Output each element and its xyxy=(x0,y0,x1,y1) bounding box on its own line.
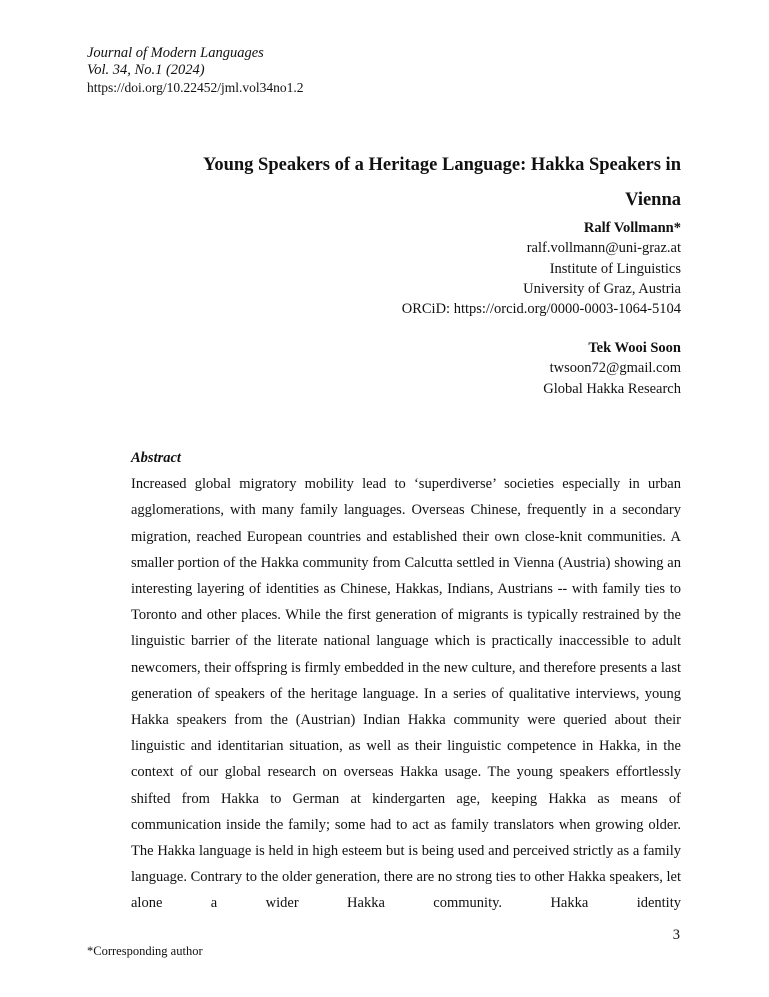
author-email[interactable]: ralf.vollmann@uni-graz.at xyxy=(526,240,681,257)
author-affiliation: Global Hakka Research xyxy=(543,380,681,397)
page-number: 3 xyxy=(672,927,680,943)
footnote: *Corresponding author xyxy=(87,944,203,958)
author-block-soon xyxy=(543,338,681,399)
author-institute: Institute of Linguistics xyxy=(549,260,681,277)
journal-volume: Vol. 34, No.1 (2024) xyxy=(87,62,205,78)
author-name: Ralf Vollmann* xyxy=(583,220,681,236)
abstract-section xyxy=(131,445,681,917)
abstract-heading: Abstract xyxy=(131,450,181,466)
author-name: Tek Wooi Soon xyxy=(588,340,681,356)
journal-doi[interactable]: https://doi.org/10.22452/jml.vol34no1.2 xyxy=(87,80,304,95)
paper-title-line2: Vienna xyxy=(625,190,681,210)
journal-header xyxy=(87,45,304,96)
author-email[interactable]: twsoon72@gmail.com xyxy=(549,360,681,377)
author-orcid[interactable]: ORCiD: https://orcid.org/0000-0003-1064-5104 xyxy=(401,301,681,318)
paper-title-line1: Young Speakers of a Heritage Language: Hakka Speakers in xyxy=(203,155,681,175)
author-block-vollmann xyxy=(402,218,681,319)
author-university: University of Graz, Austria xyxy=(523,280,681,297)
abstract-body: Increased global migratory mobility lead to ‘superdiverse’ societies especially in urban agglomerations, with many family languages. Overseas Chinese, frequently in a secondary migration, reached European countries and established their own close-knit communities. A smaller portion of the Hakka community from Calcutta settled in Vienna (Austria) showing an interesting layering of identities as Chinese, Hakkas, Indians, Austrians -- with family ties to Toronto and other places. While the first generation of migrants is typically restrained by the linguistic barrier of the literate national language which is practically inaccessible to adult newcomers, their offspring is firmly embedded in the new culture, and therefore presents a last generation of speakers of the heritage language. In a series of qualitative interviews, young Hakka speakers from the (Austrian) Indian Hakka community were queried about their linguistic and identitarian situation, as well as their linguistic competence in Hakka, in the context of our global research on overseas Hakka usage. The young speakers effortlessly shifted from Hakka to German at kindergarten age, keeping Hakka as means of communication inside the family; some had to act as family translators when growing older. The Hakka language is held in high esteem but is being used and perceived strictly as a family language. Contrary to the older generation, there are no strong ties to other Hakka speakers, let alone a wider Hakka community. Hakka identity xyxy=(131,476,682,912)
paper-title xyxy=(130,148,681,218)
journal-name: Journal of Modern Languages xyxy=(87,45,264,61)
